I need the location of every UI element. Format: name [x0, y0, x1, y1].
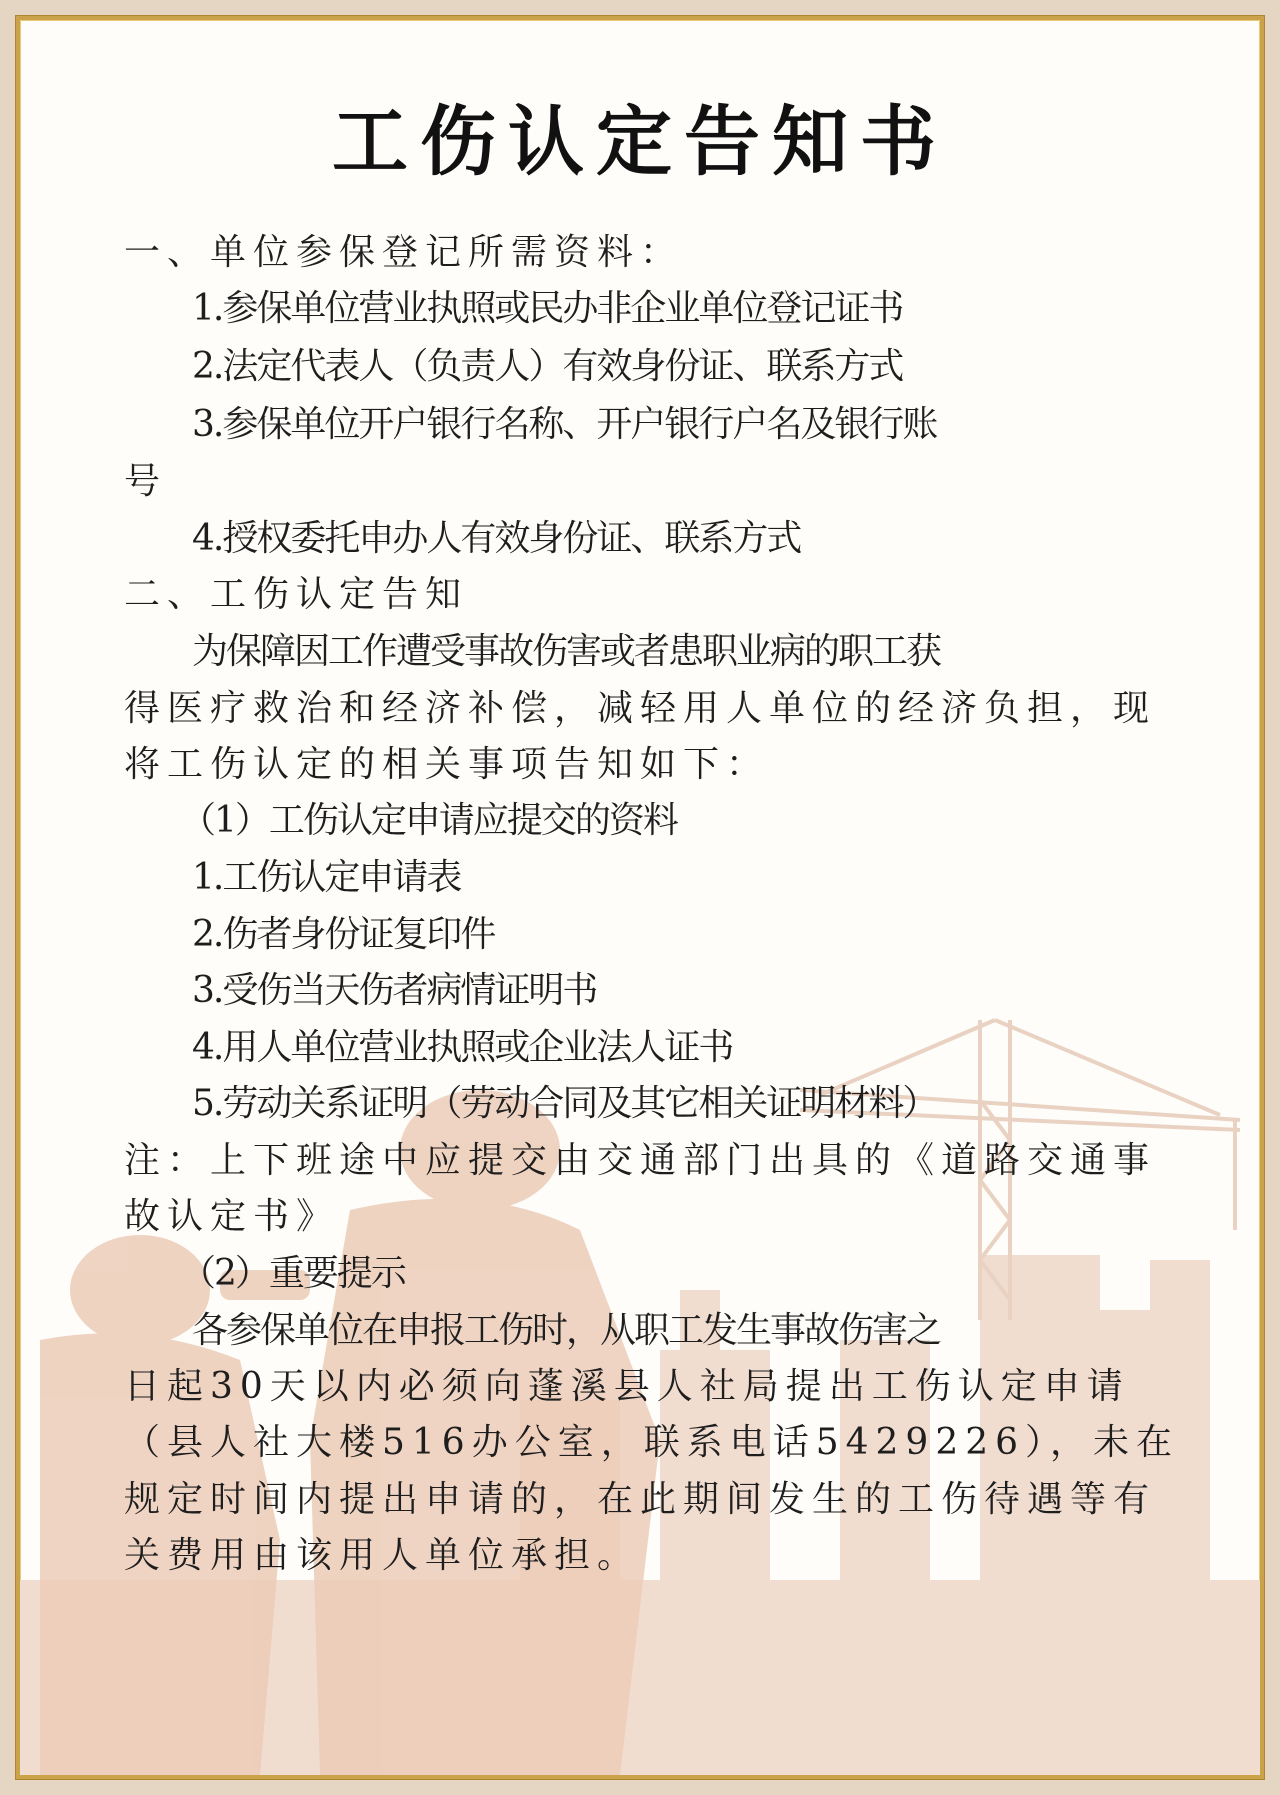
subsection1-item: 4.用人单位营业执照或企业法人证书 — [192, 1027, 733, 1068]
important-notice-line: （县人社大楼516办公室，联系电话5429226），未在 — [124, 1422, 1180, 1463]
note-line: 故认定书》 — [124, 1196, 340, 1237]
section2-intro-line: 将工伤认定的相关事项告知如下： — [124, 744, 770, 785]
subsection2-heading: （2）重要提示 — [180, 1253, 405, 1294]
important-notice-line: 关费用由该用人单位承担。 — [124, 1535, 641, 1576]
notice-content — [20, 20, 1260, 1775]
document-title: 工伤认定告知书 — [332, 97, 948, 186]
subsection1-item: 5.劳动关系证明（劳动合同及其它相关证明材料） — [192, 1083, 937, 1124]
subsection1-heading: （1）工伤认定申请应提交的资料 — [180, 800, 677, 841]
subsection1-item: 2.伤者身份证复印件 — [192, 914, 495, 955]
section1-item: 4.授权委托申办人有效身份证、联系方式 — [192, 518, 801, 559]
section1-item-continued: 号 — [124, 461, 168, 502]
important-notice-line: 日起30天以内必须向蓬溪县人社局提出工伤认定申请 — [124, 1366, 1130, 1407]
section1-heading: 一、单位参保登记所需资料： — [124, 232, 684, 273]
important-notice-line: 规定时间内提出申请的，在此期间发生的工伤待遇等有 — [124, 1479, 1157, 1520]
important-notice-line: 各参保单位在申报工伤时，从职工发生事故伤害之 — [192, 1310, 941, 1351]
section1-item: 3.参保单位开户银行名称、开户银行户名及银行账 — [192, 404, 937, 445]
document-frame — [16, 16, 1264, 1779]
subsection1-item: 3.受伤当天伤者病情证明书 — [192, 970, 597, 1011]
subsection1-item: 1.工伤认定申请表 — [192, 857, 461, 898]
section2-intro-line: 为保障因工作遭受事故伤害或者患职业病的职工获 — [192, 631, 941, 672]
section2-intro-line: 得医疗救治和经济补偿，减轻用人单位的经济负担，现 — [124, 688, 1157, 729]
section1-item: 1.参保单位营业执照或民办非企业单位登记证书 — [192, 288, 903, 329]
section1-item: 2.法定代表人（负责人）有效身份证、联系方式 — [192, 346, 903, 387]
section2-heading: 二、工伤认定告知 — [124, 574, 469, 615]
note-line: 注：上下班途中应提交由交通部门出具的《道路交通事 — [124, 1140, 1157, 1181]
